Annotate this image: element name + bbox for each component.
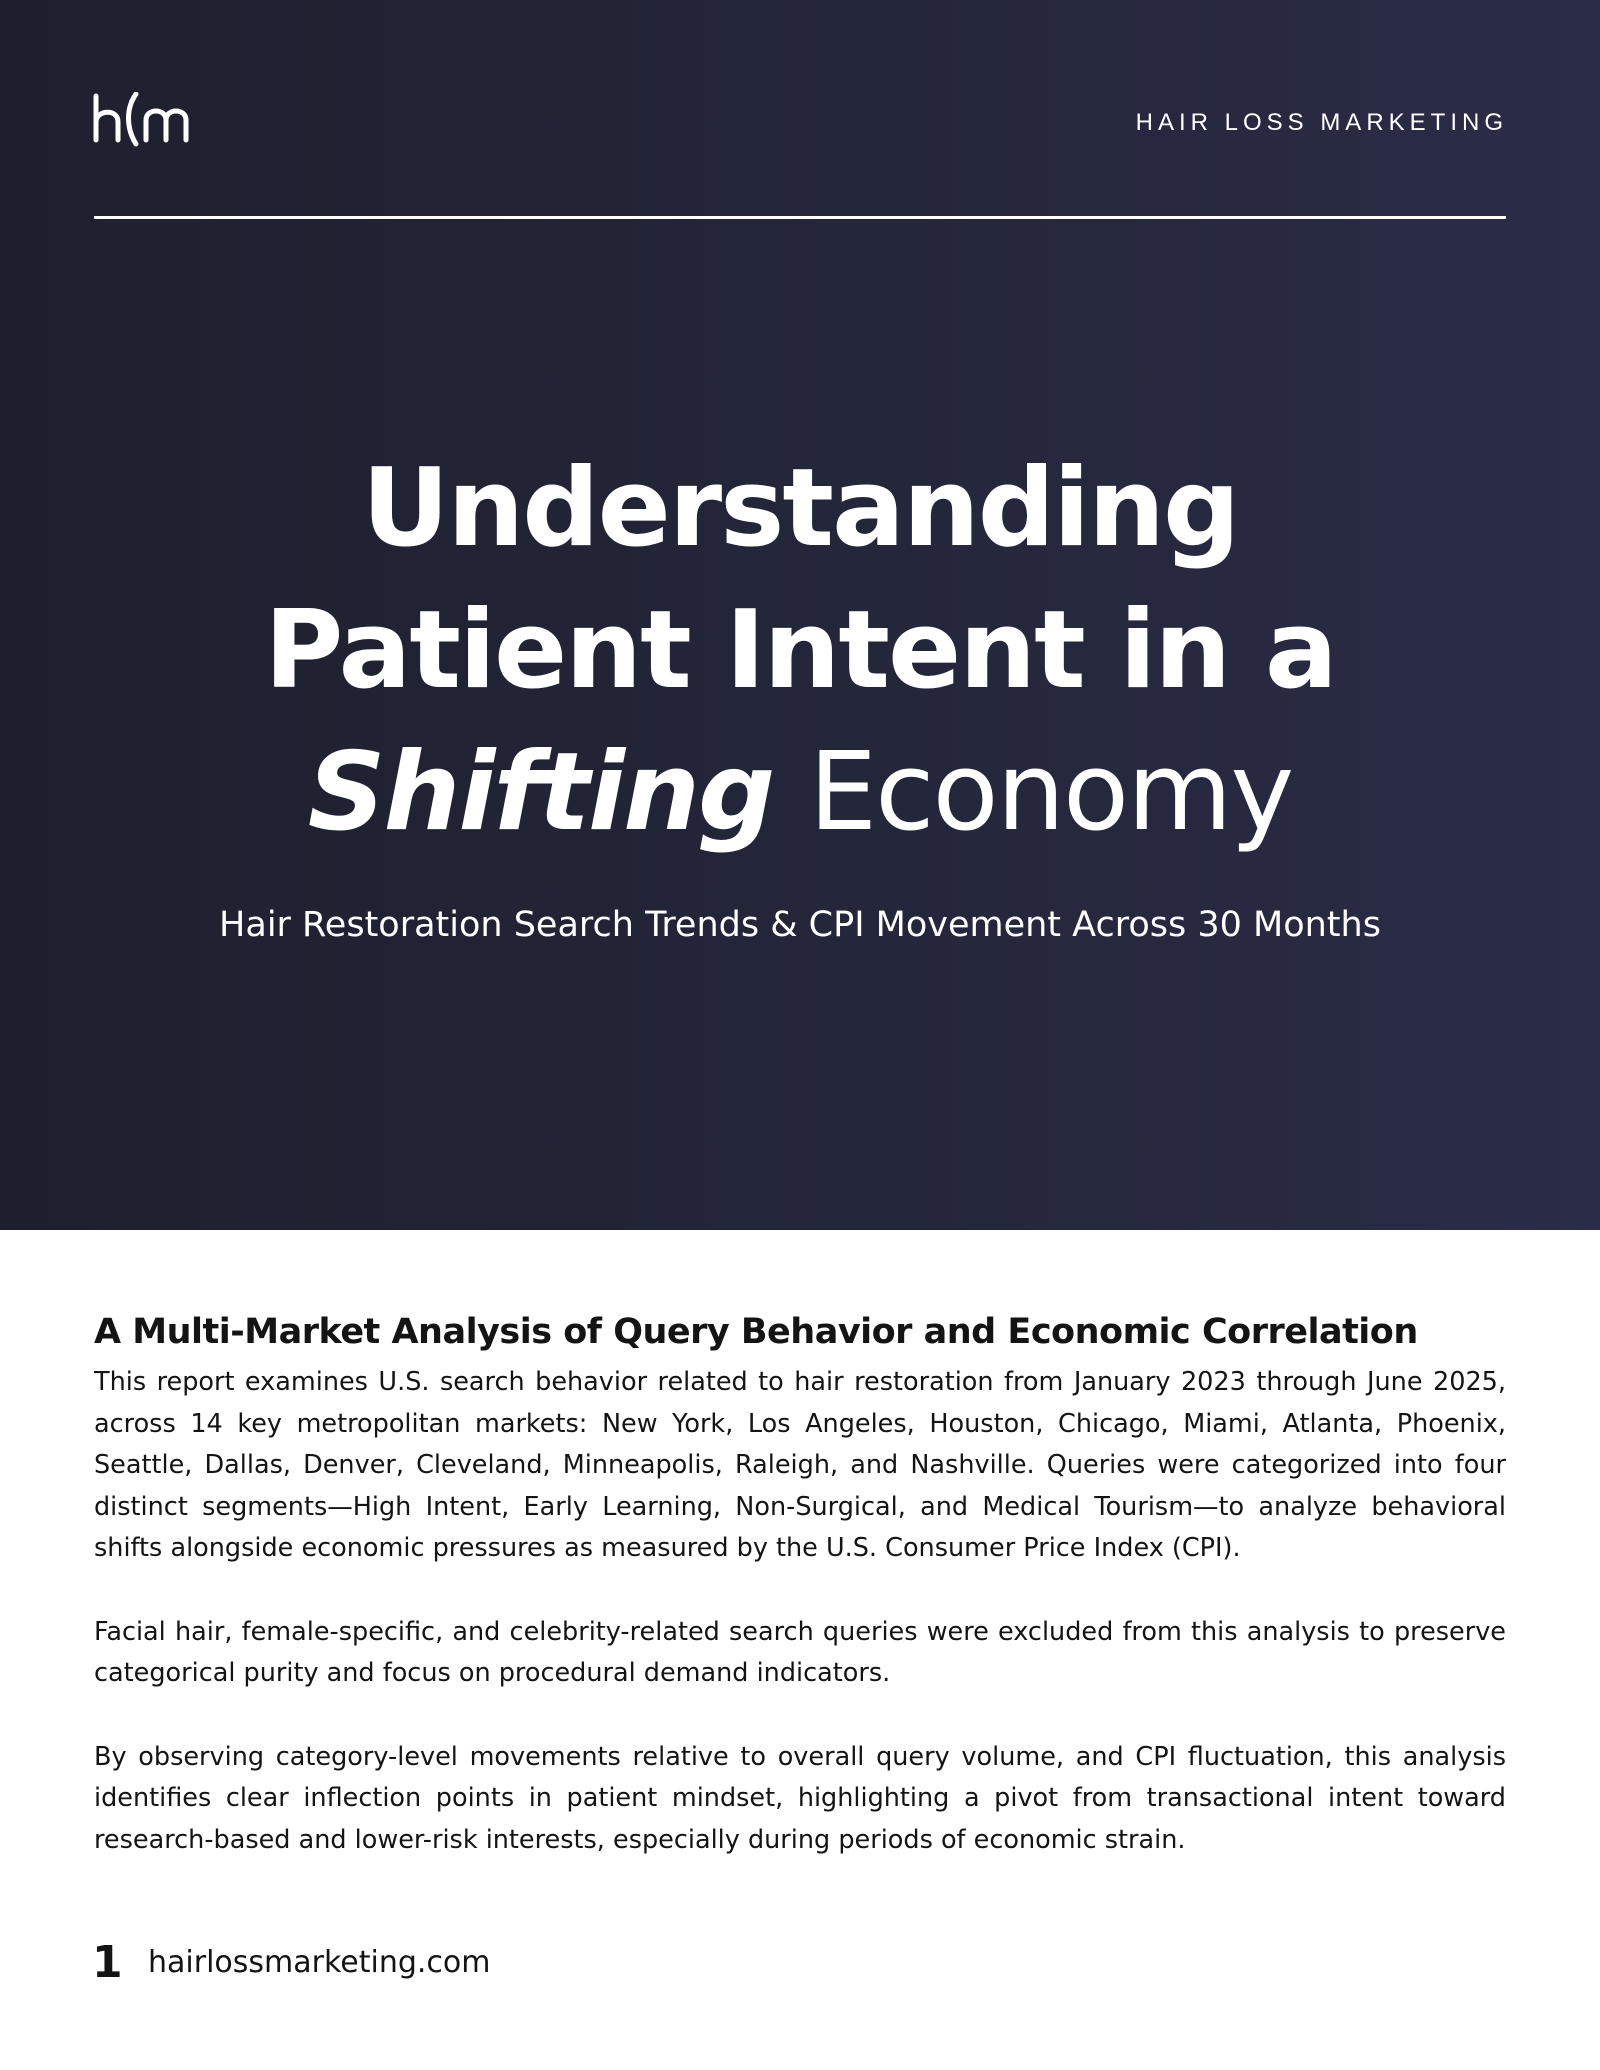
exclusions-paragraph: Facial hair, female-specific, and celebrity-related search queries were excluded from this analysis to preserve categorical purity and focus on procedural demand indicators. xyxy=(94,1616,1506,1688)
report-title xyxy=(0,438,1600,864)
findings-paragraph: By observing category-level movements relative to overall query volume, and CPI fluctuation, this analysis identifies clear inflection points in patient mindset, highlighting a pivot from transactional intent toward research-based and lower-risk interests, especially during periods of economic strain. xyxy=(94,1741,1506,1855)
title-line-1: Understanding xyxy=(361,446,1239,571)
title-line-3-rest: Economy xyxy=(808,730,1293,855)
hlm-logo xyxy=(92,92,202,152)
page-number: 1 xyxy=(92,1936,123,1988)
report-subtitle: Hair Restoration Search Trends & CPI Movement Across 30 Months xyxy=(219,905,1381,945)
website-link[interactable]: hairlossmarketing.com xyxy=(148,1944,491,1980)
section-heading: A Multi-Market Analysis of Query Behavior and Economic Correlation xyxy=(94,1312,1418,1352)
title-line-2: Patient Intent in a xyxy=(264,588,1336,713)
page-footer xyxy=(92,1934,490,1990)
intro-paragraph: This report examines U.S. search behavior related to hair restoration from January 2023 through June 2025, across 14 key metropolitan markets: New York, Los Angeles, Houston, Chicago, Miami, Atlanta, Phoenix, Seattle, Dallas, Denver, Cleveland, Minneapolis, Raleigh, and Nashville. Queries were categorized into four distinct segments—High Intent, Early Learning, Non-Surgical, and Medical Tourism—to analyze behavioral shifts alongside economic pressures as measured by the U.S. Consumer Price Index (CPI). xyxy=(94,1367,1506,1563)
header-divider xyxy=(94,216,1506,219)
title-emphasis-word: Shifting xyxy=(307,730,774,855)
brand-name: HAIR LOSS MARKETING xyxy=(1135,109,1508,136)
report-body xyxy=(94,1308,1506,1903)
title-line-3 xyxy=(0,722,1600,864)
